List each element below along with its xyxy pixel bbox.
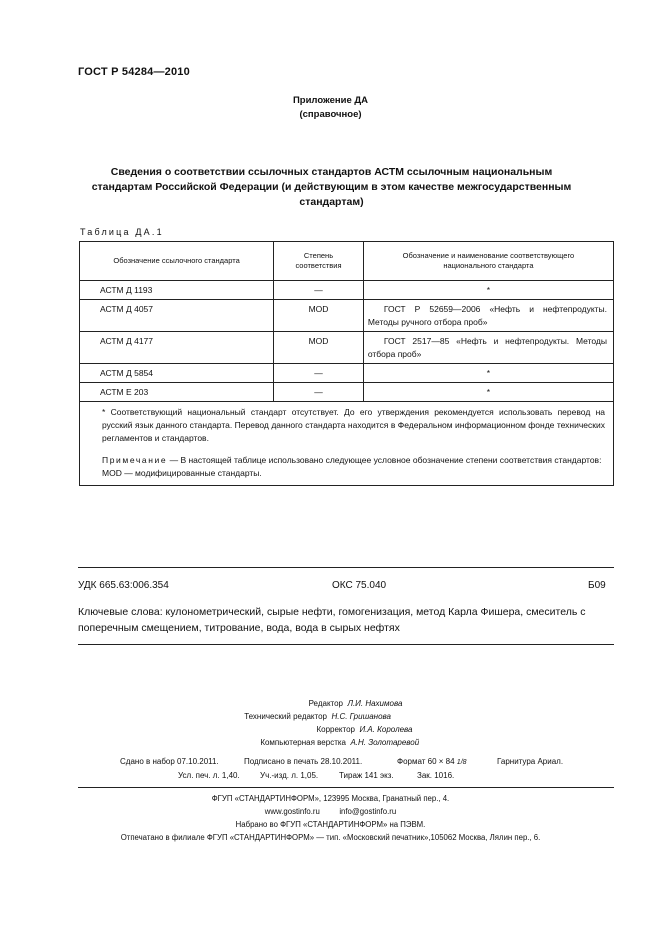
section-heading: Сведения о соответствии ссылочных стандартов АСТМ ссылочным национальным стандартам Российской Федерации (и действующим в этом качестве межгосударственным стандартам) <box>91 166 572 208</box>
national-standard <box>364 332 613 363</box>
annex-title: Приложение ДА <box>292 95 369 106</box>
credit-person: Л.И. Нахимова <box>347 699 403 708</box>
publisher-address: ФГУП «СТАНДАРТИНФОРМ», 123995 Москва, Гранатный пер., 4. <box>211 794 450 803</box>
national-standard: * <box>486 387 491 397</box>
degree: — <box>314 368 323 378</box>
degree: MOD <box>308 304 329 314</box>
note-text: — В настоящей таблице использовано следующее условное обозначение степени соответствия стандартов: <box>169 455 602 465</box>
publishing-sheets: Уч.-изд. л. 1,05. <box>260 771 319 780</box>
order-number: Зак. 1016. <box>417 771 455 780</box>
table-cell <box>363 300 613 332</box>
print-sheets: Усл. печ. л. 1,40. <box>178 771 240 780</box>
degree: — <box>314 387 323 397</box>
format-fraction: 1/8 <box>456 759 467 766</box>
table-cell <box>80 281 274 300</box>
paper-format <box>397 755 467 770</box>
national-standard: * <box>486 285 491 295</box>
column-header-text: Степень соответствия <box>295 251 342 270</box>
table-cell <box>274 300 364 332</box>
table-label: Таблица ДА.1 <box>80 227 164 237</box>
table-header-row <box>80 242 614 281</box>
table-note-row <box>80 402 614 486</box>
ref-standard: АСТМ Д 4057 <box>100 304 154 314</box>
typeface: Гарнитура Ариал. <box>497 757 564 766</box>
credit-role: Компьютерная верстка <box>260 738 346 747</box>
degree: — <box>314 285 323 295</box>
table-row <box>80 383 614 402</box>
ref-standard: АСТМ Д 1193 <box>100 285 153 295</box>
oks-code: ОКС 75.040 <box>332 580 387 591</box>
annex-subtitle: (справочное) <box>299 109 362 120</box>
note-mod: MOD — модифицированные стандарты. <box>102 468 262 478</box>
table-note-cell <box>80 402 614 486</box>
credit-editor <box>0 697 661 710</box>
divider <box>78 787 614 788</box>
table-cell <box>274 383 364 402</box>
publisher-contacts <box>0 805 661 818</box>
table-cell <box>274 364 364 383</box>
footnote: * Соответствующий национальный стандарт отсутствует. До его утверждения рекомендуется использовать перевод на русский язык данного стандарта. Перевод данного стандарта находится в Федеральном информационном фонде технических регламентов и стандартов. <box>102 407 605 443</box>
credit-person: И.А. Королева <box>359 725 413 734</box>
ref-standard: АСТМ Д 5854 <box>100 368 154 378</box>
typeset-info: Набрано во ФГУП «СТАНДАРТИНФОРМ» на ПЭВМ. <box>235 820 426 829</box>
national-standard <box>364 300 613 331</box>
keywords: Ключевые слова: кулонометрический, сырые нефти, гомогенизация, метод Карла Фишера, смеситель с поперечным смещением, титрование, вода, вода в сырых нефтях <box>78 606 586 634</box>
divider <box>78 567 614 568</box>
table-cell <box>363 383 613 402</box>
table-row <box>80 300 614 332</box>
printed-info: Отпечатано в филиале ФГУП «СТАНДАРТИНФОРМ» — тип. «Московский печатник»,105062 Москва, Лялин пер., 6. <box>120 833 541 842</box>
national-standard: * <box>486 368 491 378</box>
column-header-text: Обозначение и наименование соответствующего национального стандарта <box>402 251 575 270</box>
document-code: ГОСТ Р 54284—2010 <box>78 66 190 78</box>
table-cell <box>80 300 274 332</box>
degree: MOD <box>308 336 329 346</box>
note-label: Примечание <box>102 455 168 465</box>
table-cell <box>363 281 613 300</box>
table-cell <box>80 364 274 383</box>
table-notes <box>80 402 613 485</box>
credit-role: Технический редактор <box>244 712 327 721</box>
ref-standard: АСТМ Е 203 <box>100 387 149 397</box>
ref-standard: АСТМ Д 4177 <box>100 336 154 346</box>
credit-role: Корректор <box>316 725 355 734</box>
column-header <box>274 242 364 281</box>
format-size: Формат 60 × 84 <box>397 757 455 766</box>
credit-person: А.Н. Золотаревой <box>350 738 420 747</box>
table-cell <box>80 383 274 402</box>
credit-layout <box>0 736 661 749</box>
publisher-website[interactable]: www.gostinfo.ru <box>264 807 320 816</box>
credit-proofreader <box>0 723 661 736</box>
credit-person: Н.С. Гришанова <box>331 712 391 721</box>
national-standard-text: ГОСТ 2517—85 «Нефть и нефтепродукты. Методы отбора проб» <box>367 336 607 359</box>
table-row <box>80 332 614 364</box>
table-row <box>80 281 614 300</box>
divider <box>78 644 614 645</box>
table-cell <box>363 364 613 383</box>
publisher-email[interactable]: info@gostinfo.ru <box>339 807 397 816</box>
column-header <box>363 242 613 281</box>
credit-role: Редактор <box>308 699 343 708</box>
table-cell <box>80 332 274 364</box>
reference-table <box>79 241 614 486</box>
set-date: Сдано в набор 07.10.2011. <box>120 757 219 766</box>
table-cell <box>274 332 364 364</box>
table-row <box>80 364 614 383</box>
udk-code: УДК 665.63:006.354 <box>78 580 169 591</box>
column-header: Обозначение ссылочного стандарта <box>80 242 274 281</box>
signed-date: Подписано в печать 28.10.2011. <box>244 757 363 766</box>
national-standard-text: ГОСТ Р 52659—2006 «Нефть и нефтепродукты. Методы ручного отбора проб» <box>367 304 607 327</box>
table-note <box>102 454 605 467</box>
class-code: Б09 <box>588 580 606 591</box>
table-cell <box>363 332 613 364</box>
circulation: Тираж 141 экз. <box>339 771 394 780</box>
credit-tech-editor <box>0 710 661 723</box>
table-cell <box>274 281 364 300</box>
